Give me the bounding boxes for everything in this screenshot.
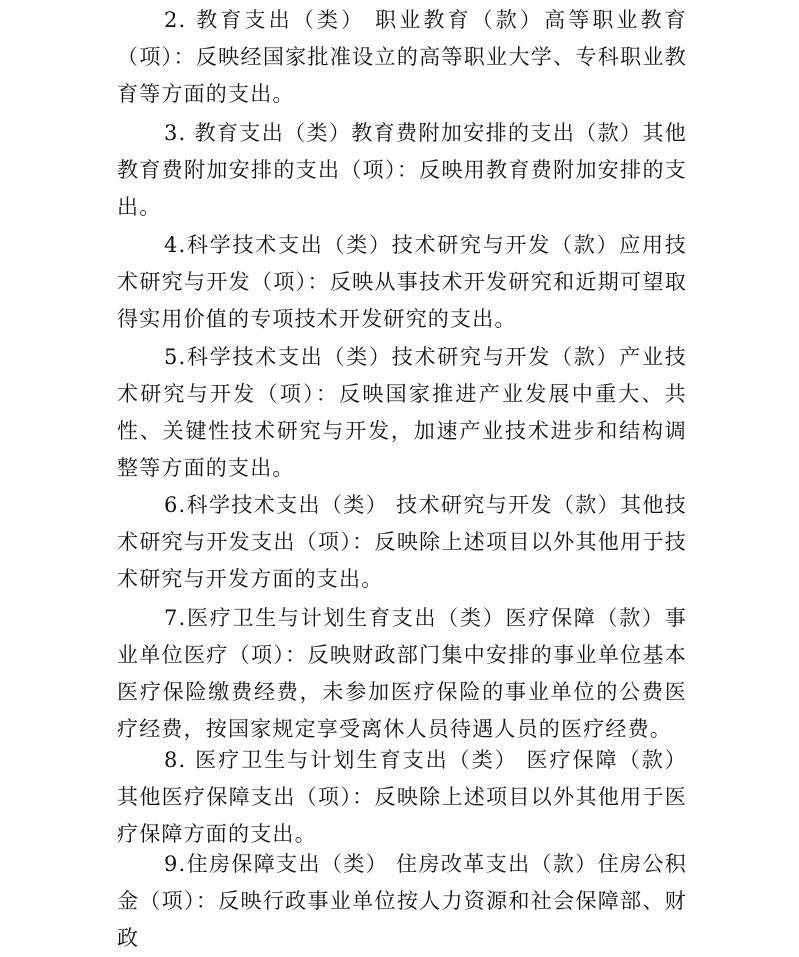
paragraph-item-5: 5.科学技术支出（类）技术研究与开发（款）产业技术研究与开发（项）：反映国家推进产业发展中重大、共性、关键性技术研究与开发，加速产业技术进步和结构调整等方面的支出。 <box>117 345 687 480</box>
paragraph-item-3: 3. 教育支出（类）教育费附加安排的支出（款）其他教育费附加安排的支出（项）：反映用教育费附加安排的支出。 <box>117 121 687 219</box>
paragraph-item-7: 7.医疗卫生与计划生育支出（类）医疗保障（款）事业单位医疗（项）：反映财政部门集中安排的事业单位基本医疗保险缴费经费，未参加医疗保险的事业单位的公费医疗经费，按国家规定享受离休人员待遇人员的医疗经费。 <box>117 606 687 741</box>
paragraph-item-8: 8. 医疗卫生与计划生育支出（类） 医疗保障（款）其他医疗保障支出（项）：反映除上述项目以外其他用于医疗保障方面的支出。 <box>117 748 687 846</box>
paragraph-item-9: 9.住房保障支出（类） 住房改革支出（款）住房公积金（项）：反映行政事业单位按人力资源和社会保障部、财政 <box>117 852 687 950</box>
paragraph-item-2: 2. 教育支出（类） 职业教育（款）高等职业教育（项）：反映经国家批准设立的高等职业大学、专科职业教育等方面的支出。 <box>117 8 687 106</box>
paragraph-item-6: 6.科学技术支出（类） 技术研究与开发（款）其他技术研究与开发支出（项）：反映除上述项目以外其他用于技术研究与开发方面的支出。 <box>117 493 687 591</box>
paragraph-item-4: 4.科学技术支出（类）技术研究与开发（款）应用技术研究与开发（项）：反映从事技术开发研究和近期可望取得实用价值的专项技术开发研究的支出。 <box>117 233 687 331</box>
